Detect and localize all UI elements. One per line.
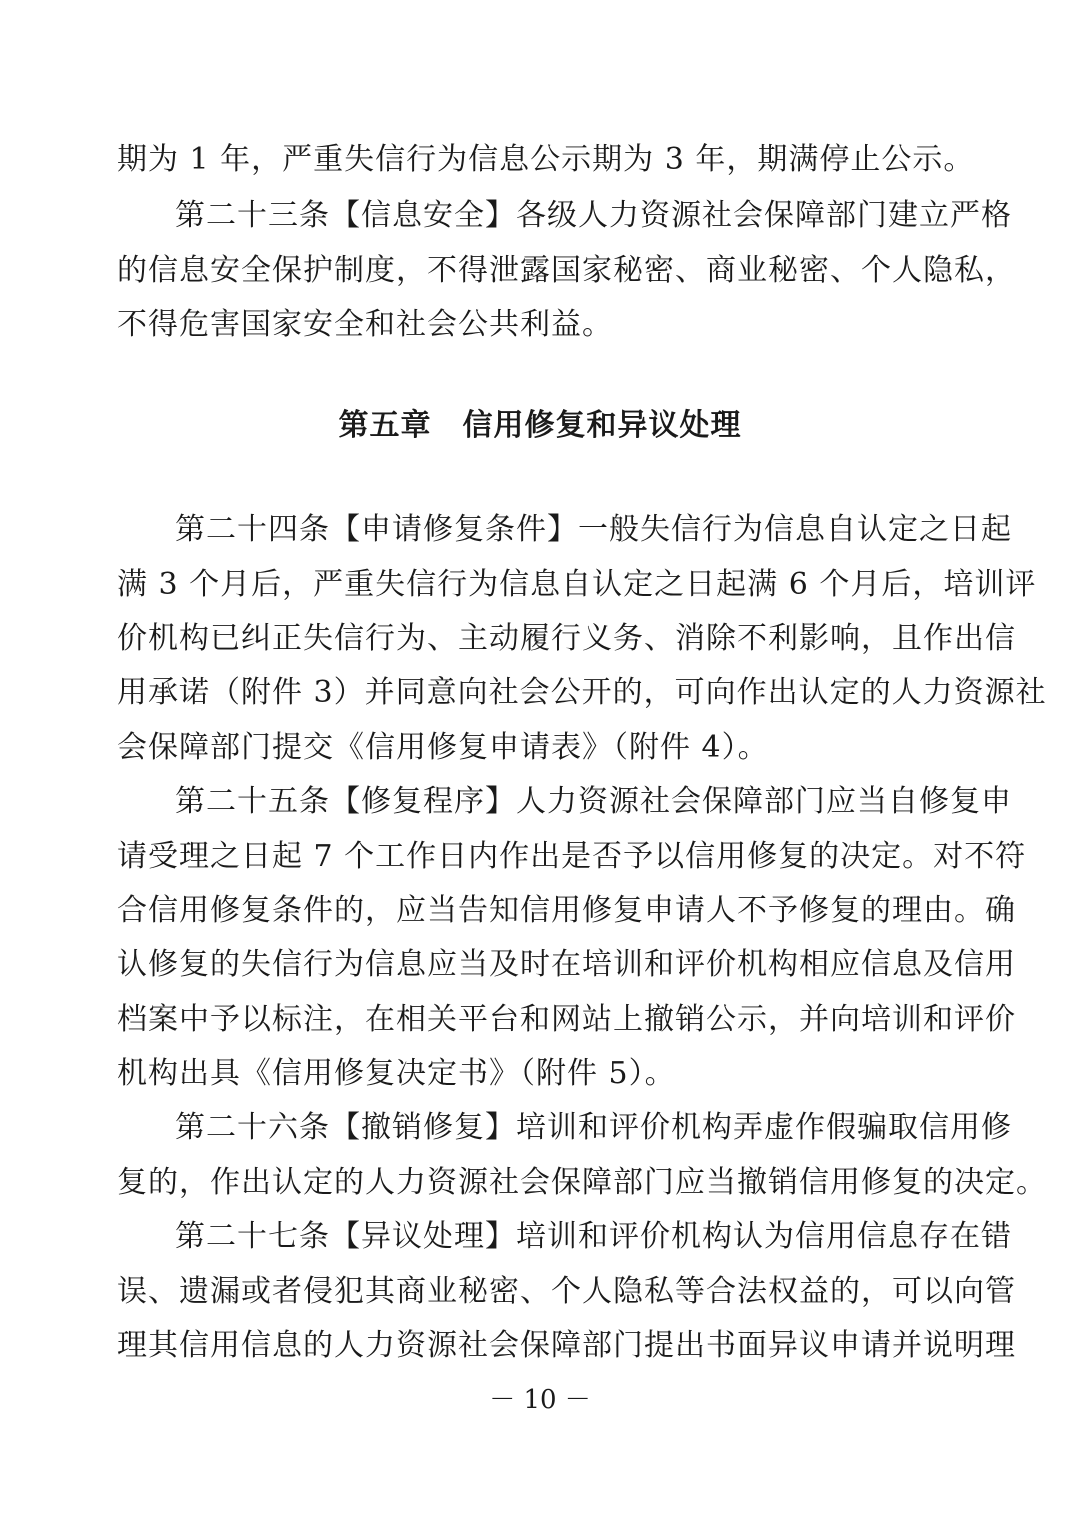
article-25-line: 第二十五条【修复程序】人力资源社会保障部门应当自修复申: [175, 784, 1012, 819]
paragraph-line: 档案中予以标注，在相关平台和网站上撤销公示，并向培训和评价: [117, 1002, 1016, 1037]
paragraph-line: 价机构已纠正失信行为、主动履行义务、消除不利影响，且作出信: [117, 621, 1016, 656]
paragraph-line: 合信用修复条件的，应当告知信用修复申请人不予修复的理由。确: [117, 893, 1016, 928]
page-number: － 10 －: [489, 1385, 591, 1415]
paragraph-line: 复的，作出认定的人力资源社会保障部门应当撤销信用修复的决定。: [117, 1165, 1047, 1200]
paragraph-line: 期为 1 年，严重失信行为信息公示期为 3 年，期满停止公示。: [117, 142, 975, 177]
paragraph-line: 用承诺（附件 3）并同意向社会公开的，可向作出认定的人力资源社: [117, 675, 1047, 710]
chapter-heading: 第五章 信用修复和异议处理: [338, 408, 742, 443]
paragraph-line: 误、遗漏或者侵犯其商业秘密、个人隐私等合法权益的，可以向管: [117, 1274, 1016, 1309]
article-24-line: 第二十四条【申请修复条件】一般失信行为信息自认定之日起: [175, 512, 1012, 547]
paragraph-line: 会保障部门提交《信用修复申请表》（附件 4）。: [117, 730, 769, 765]
article-23-line: 第二十三条【信息安全】各级人力资源社会保障部门建立严格: [175, 198, 1012, 233]
paragraph-line: 的信息安全保护制度，不得泄露国家秘密、商业秘密、个人隐私，: [117, 253, 1016, 288]
paragraph-line: 不得危害国家安全和社会公共利益。: [117, 307, 613, 342]
paragraph-line: 机构出具《信用修复决定书》（附件 5）。: [117, 1056, 676, 1091]
article-27-line: 第二十七条【异议处理】培训和评价机构认为信用信息存在错: [175, 1219, 1012, 1254]
paragraph-line: 满 3 个月后，严重失信行为信息自认定之日起满 6 个月后，培训评: [117, 567, 1037, 602]
paragraph-line: 理其信用信息的人力资源社会保障部门提出书面异议申请并说明理: [117, 1328, 1016, 1363]
article-26-line: 第二十六条【撤销修复】培训和评价机构弄虚作假骗取信用修: [175, 1110, 1012, 1145]
paragraph-line: 请受理之日起 7 个工作日内作出是否予以信用修复的决定。对不符: [117, 839, 1027, 874]
paragraph-line: 认修复的失信行为信息应当及时在培训和评价机构相应信息及信用: [117, 947, 1016, 982]
